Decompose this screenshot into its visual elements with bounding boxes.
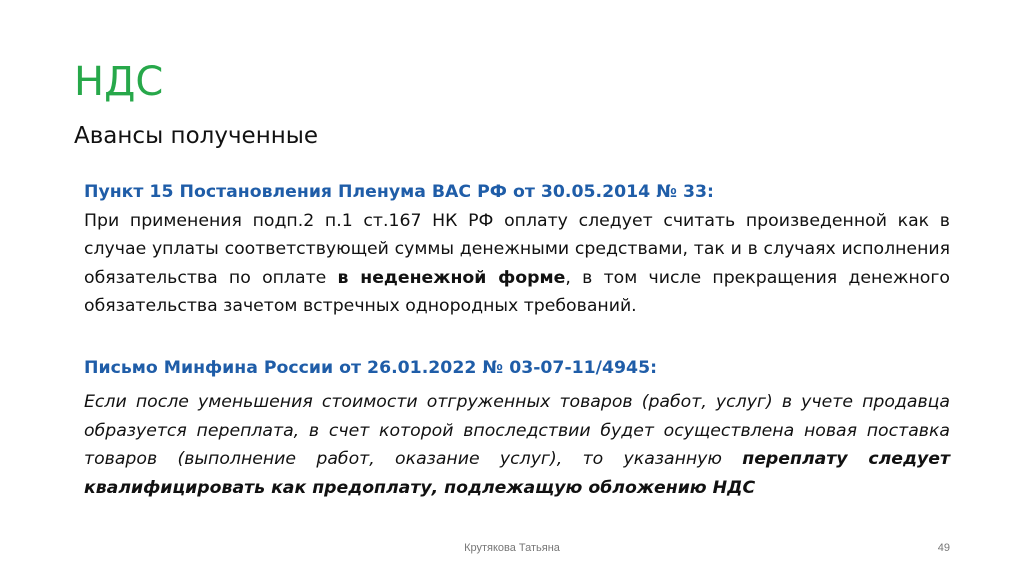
slide-content (84, 178, 950, 498)
slide-title: НДС (74, 59, 164, 105)
section2-heading: Письмо Минфина России от 26.01.2022 № 03-07-11/4945: (84, 358, 657, 378)
page-number: 49 (937, 542, 950, 554)
section2-bold-text: переплату следует квалифицировать как предоплату, подлежащую обложению НДС (84, 449, 950, 498)
slide-subtitle: Авансы полученные (74, 123, 319, 149)
section1-paragraph (84, 207, 950, 321)
section1-text-end: , в том числе прекращения денежного обязательства зачетом встречных однородных требований. (84, 267, 950, 316)
section1-text-start: При применения подп.2 п.1 ст.167 НК РФ оплату следует считать произведенной как в случае уплаты соответствующей суммы денежными средствами, так и в случаях исполнения обязательства по оплате (84, 210, 950, 288)
section1-heading: Пункт 15 Постановления Пленума ВАС РФ от 30.05.2014 № 33: (84, 182, 714, 202)
section2-text-start: Если после уменьшения стоимости отгруженных товаров (работ, услуг) в учете продавца образуется переплата, в счет которой впоследствии будет осуществлена новая поставка товаров (выполнение работ, оказание услуг), то указанную (84, 392, 950, 469)
section1-bold-text: в неденежной форме (337, 267, 566, 288)
footer-author: Крутякова Татьяна (464, 542, 560, 554)
section2-paragraph (84, 388, 950, 502)
